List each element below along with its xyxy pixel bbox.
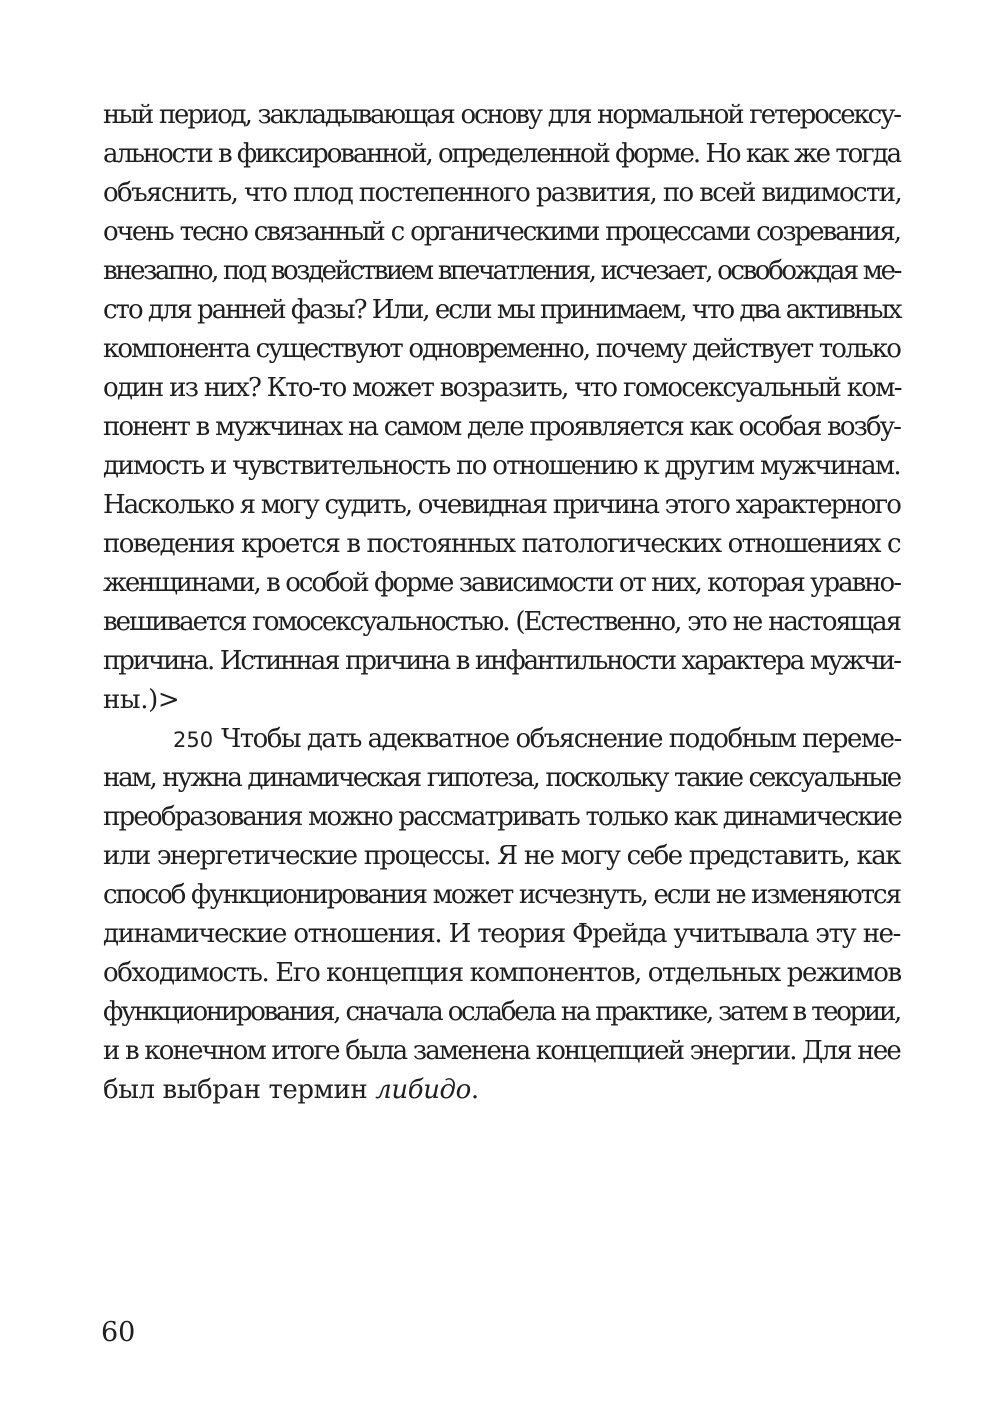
text-line: сто для ранней фазы? Или, если мы принимаем, что два активных xyxy=(103,295,901,325)
text-line: Насколько я могу судить, очевидная причина этого характерного xyxy=(103,490,900,520)
text-line: функционирования, сначала ослабела на практике, затем в теории, xyxy=(103,997,900,1027)
text-line: нам, нужна динамическая гипотеза, поскольку такие сексуальные xyxy=(103,763,900,793)
text-line: димость и чувствительность по отношению к другим мужчинам. xyxy=(103,451,900,481)
text-line: объяснить, что плод постепенного развития, по всей видимости, xyxy=(103,178,902,208)
text-line: обходимость. Его концепция компонентов, отдельных режимов xyxy=(103,958,901,988)
text-line: ный период, закладывающая основу для нормальной гетеросексу- xyxy=(103,100,900,130)
text-line: или энергетические процессы. Я не могу себе представить, как xyxy=(103,841,900,871)
text-line: преобразования можно рассматривать только как динамические xyxy=(103,802,902,832)
text-line: причина. Истинная причина в инфантильности характера мужчи- xyxy=(103,646,900,676)
text-line: и в конечном итоге была заменена концепцией энергии. Для нее xyxy=(103,1036,900,1066)
text-line: женщинами, в особой форме зависимости от них, которая уравно- xyxy=(103,568,900,598)
text-line: очень тесно связанный с органическими процессами созревания, xyxy=(103,217,900,247)
paragraph-first-line xyxy=(103,720,900,759)
paragraph-250 xyxy=(103,720,900,1110)
page-number: 60 xyxy=(101,1317,136,1348)
paragraph-continued xyxy=(103,96,900,720)
paragraph-number: 250 xyxy=(173,728,214,752)
text-line: способ функционирования может исчезнуть, если не изменяются xyxy=(103,880,900,910)
text-line: ны.)> xyxy=(103,685,180,715)
body-text xyxy=(103,96,900,1110)
paragraph-last-line xyxy=(103,1071,900,1110)
text-line: вешивается гомосексуальностью. (Естественно, это не настоящая xyxy=(103,607,900,637)
text-line: альности в фиксированной, определенной форме. Но как же тогда xyxy=(103,139,900,169)
text-line: компонента существуют одновременно, почему действует только xyxy=(103,334,900,364)
text-line: динамические отношения. И теория Фрейда учитывала эту не- xyxy=(103,919,900,949)
text-line: внезапно, под воздействием впечатления, исчезает, освобождая ме- xyxy=(103,256,900,286)
text-line: один из них? Кто-то может возразить, что гомосексуальный ком- xyxy=(103,373,901,403)
text-line: понент в мужчинах на самом деле проявляется как особая возбу- xyxy=(103,412,900,442)
text-line: поведения кроется в постоянных патологических отношениях с xyxy=(103,529,900,559)
text-fragment: был выбран термин xyxy=(103,1075,376,1105)
text-fragment: Чтобы дать адекватное объяснение подобным переме- xyxy=(221,724,901,754)
text-fragment: . xyxy=(470,1075,479,1105)
emphasized-term: либидо xyxy=(375,1075,471,1105)
